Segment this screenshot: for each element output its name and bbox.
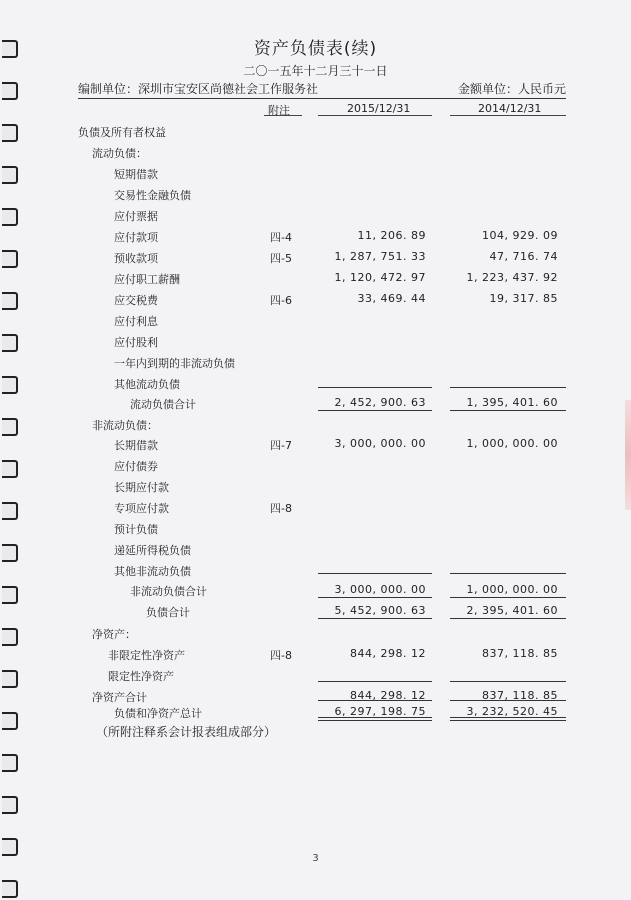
column-header-2015: 2015/12/31 — [347, 102, 411, 115]
row-note: 四-8 — [270, 649, 292, 662]
row-value-2014: 104, 929. 09 — [482, 229, 558, 242]
row-label: 应付款项 — [114, 231, 158, 244]
row-label: 长期借款 — [114, 439, 158, 452]
row-label: 专项应付款 — [114, 502, 169, 515]
sum-rule — [450, 597, 566, 598]
header-underline-2014 — [450, 115, 566, 116]
sum-rule — [318, 681, 432, 682]
column-header-2014: 2014/12/31 — [478, 102, 542, 115]
row-value-2015: 5, 452, 900. 63 — [334, 604, 426, 617]
row-label: 应付利息 — [114, 315, 158, 328]
row-label: 应付债券 — [114, 460, 158, 473]
row-label: 递延所得税负债 — [114, 544, 191, 557]
row-label: 应付票据 — [114, 210, 158, 223]
row-label: 应交税费 — [114, 294, 158, 307]
row-label: 非流动负债： — [92, 419, 158, 432]
row-label: 长期应付款 — [114, 481, 169, 494]
table-row — [0, 705, 631, 726]
row-label: 限定性净资产 — [108, 670, 174, 683]
sum-rule — [318, 597, 432, 598]
table-row — [0, 292, 631, 313]
table-row — [0, 437, 631, 458]
sum-rule — [318, 573, 432, 574]
row-value-2015: 11, 206. 89 — [357, 229, 426, 242]
row-value-2015: 33, 469. 44 — [357, 292, 426, 305]
row-label: 负债合计 — [146, 606, 190, 619]
table-row — [0, 229, 631, 250]
sum-rule — [318, 387, 432, 388]
row-note: 四-5 — [270, 252, 292, 265]
row-value-2014: 837, 118. 85 — [482, 647, 558, 660]
sum-rule — [318, 720, 432, 721]
row-value-2014: 3, 232, 520. 45 — [466, 705, 558, 718]
row-value-2014: 19, 317. 85 — [489, 292, 558, 305]
header-underline-note — [264, 115, 302, 116]
row-value-2014: 1, 000, 000. 00 — [466, 583, 558, 596]
table-row — [0, 334, 631, 355]
row-label: 流动负债： — [92, 147, 147, 160]
table-row — [0, 355, 631, 376]
row-label: 非流动负债合计 — [130, 585, 207, 598]
sum-rule — [450, 700, 566, 701]
row-label: 短期借款 — [114, 168, 158, 181]
table-row — [0, 208, 631, 229]
sum-rule — [450, 573, 566, 574]
table-row — [0, 417, 631, 438]
row-label: 流动负债合计 — [130, 398, 196, 411]
currency-unit: 金额单位：人民币元 — [457, 82, 566, 96]
binder-hole — [2, 754, 18, 772]
table-row — [0, 145, 631, 166]
header-underline-2015 — [318, 115, 432, 116]
table-row — [0, 271, 631, 292]
row-label: 预计负债 — [114, 523, 158, 536]
table-row — [0, 542, 631, 563]
page-title: 资产负债表(续) — [253, 39, 378, 59]
row-value-2015: 844, 298. 12 — [350, 647, 426, 660]
entity-name: 编制单位：深圳市宝安区尚德社会工作服务社 — [78, 82, 319, 96]
table-row — [0, 521, 631, 542]
row-label: 负债和净资产总计 — [114, 707, 202, 720]
row-value-2015: 844, 298. 12 — [350, 689, 426, 702]
binder-hole — [2, 880, 18, 898]
sum-rule — [318, 618, 432, 619]
row-label: 非限定性净资产 — [108, 649, 185, 662]
table-row — [0, 626, 631, 647]
row-note: 四-4 — [270, 231, 292, 244]
sum-rule — [450, 387, 566, 388]
row-value-2014: 1, 223, 437. 92 — [466, 271, 558, 284]
sum-rule — [450, 410, 566, 411]
row-value-2015: 2, 452, 900. 63 — [334, 396, 426, 409]
row-label: 负债及所有者权益 — [78, 126, 166, 139]
table-row — [0, 187, 631, 208]
row-label: 其他流动负债 — [114, 378, 180, 391]
row-value-2014: 2, 395, 401. 60 — [466, 604, 558, 617]
row-value-2015: 3, 000, 000. 00 — [334, 583, 426, 596]
sum-rule — [318, 717, 432, 718]
entity-unit-row — [78, 80, 566, 99]
row-label: 预收款项 — [114, 252, 158, 265]
table-row — [0, 647, 631, 668]
column-header-note: 附注 — [268, 104, 290, 117]
row-value-2014: 837, 118. 85 — [482, 689, 558, 702]
table-row — [0, 583, 631, 604]
binder-hole — [2, 796, 18, 814]
sum-rule — [450, 717, 566, 718]
row-note: 四-6 — [270, 294, 292, 307]
page-number: 3 — [312, 853, 319, 864]
row-label: 应付职工薪酬 — [114, 273, 180, 286]
sum-rule — [318, 700, 432, 701]
row-label: 其他非流动负债 — [114, 565, 191, 578]
table-row — [0, 124, 631, 145]
table-row — [0, 668, 631, 689]
table-row — [0, 458, 631, 479]
row-value-2014: 1, 395, 401. 60 — [466, 396, 558, 409]
statement-date: 二〇一五年十二月三十一日 — [243, 64, 388, 78]
table-row — [0, 500, 631, 521]
footnote: （所附注释系会计报表组成部分） — [96, 725, 277, 739]
row-value-2015: 1, 120, 472. 97 — [334, 271, 426, 284]
table-row — [0, 250, 631, 271]
binder-hole — [2, 82, 18, 100]
row-note: 四-8 — [270, 502, 292, 515]
row-value-2015: 1, 287, 751. 33 — [334, 250, 426, 263]
sum-rule — [318, 410, 432, 411]
sum-rule — [450, 681, 566, 682]
row-label: 净资产： — [92, 628, 136, 641]
row-label: 应付股利 — [114, 336, 158, 349]
table-row — [0, 479, 631, 500]
table-row — [0, 313, 631, 334]
row-note: 四-7 — [270, 439, 292, 452]
row-label: 一年内到期的非流动负债 — [114, 357, 235, 370]
sum-rule — [450, 618, 566, 619]
table-row — [0, 166, 631, 187]
table-row — [0, 396, 631, 417]
row-value-2014: 47, 716. 74 — [489, 250, 558, 263]
row-value-2015: 3, 000, 000. 00 — [334, 437, 426, 450]
row-value-2014: 1, 000, 000. 00 — [466, 437, 558, 450]
table-row — [0, 604, 631, 625]
row-label: 净资产合计 — [92, 691, 147, 704]
sum-rule — [450, 720, 566, 721]
row-value-2015: 6, 297, 198. 75 — [334, 705, 426, 718]
row-label: 交易性金融负债 — [114, 189, 191, 202]
